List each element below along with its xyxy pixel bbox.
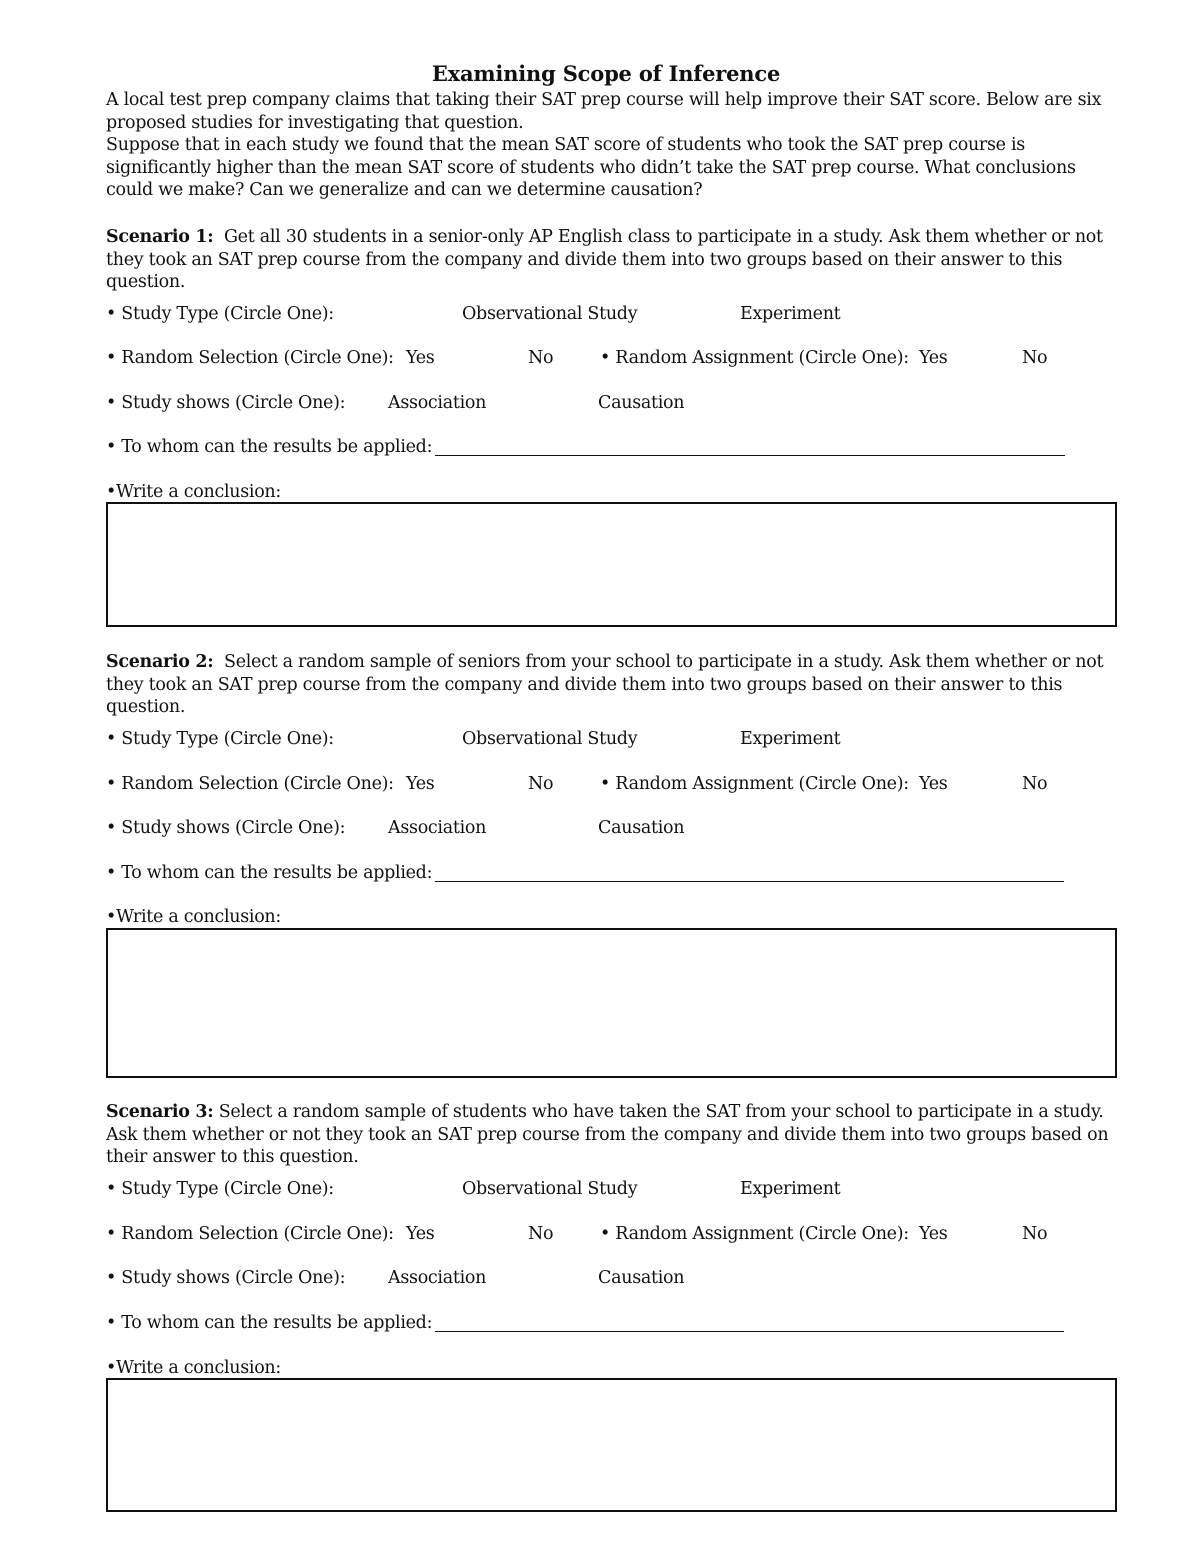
apply-to-blank[interactable] [435, 455, 1065, 456]
scenario-text: Select a random sample of seniors from your school to participate in a study. Ask them whether or not [224, 652, 1104, 672]
random-assignment-label: • Random Assignment (Circle One): [600, 774, 909, 794]
random-selection-no[interactable]: No [528, 348, 554, 368]
scenario-text: they took an SAT prep course from the company and divide them into two groups based on their answer to this [106, 249, 1063, 270]
random-assignment-no[interactable]: No [1022, 1224, 1048, 1244]
intro-line: A local test prep company claims that taking their SAT prep course will help improve their SAT score. Below are six [106, 90, 1102, 110]
apply-to-blank[interactable] [435, 1331, 1064, 1332]
scenario-text: question. [106, 272, 186, 292]
option-experiment[interactable]: Experiment [740, 1179, 841, 1199]
apply-to-label: • To whom can the results be applied: [106, 1313, 433, 1333]
option-causation[interactable]: Causation [598, 1268, 685, 1288]
study-type-label: • Study Type (Circle One): [106, 1179, 334, 1199]
random-assignment-yes[interactable]: Yes [919, 1224, 948, 1244]
conclusion-box[interactable] [106, 1378, 1117, 1512]
apply-to-label: • To whom can the results be applied: [106, 863, 433, 883]
random-selection-no[interactable]: No [528, 1224, 554, 1244]
intro-line: proposed studies for investigating that question. [106, 112, 524, 133]
random-assignment-no[interactable]: No [1022, 774, 1048, 794]
option-association[interactable]: Association [388, 1268, 487, 1288]
scenario-3-label: Scenario 3: [106, 1102, 214, 1122]
random-selection-label: • Random Selection (Circle One): [106, 774, 394, 794]
option-association[interactable]: Association [388, 818, 487, 838]
option-observational-study[interactable]: Observational Study [462, 304, 638, 324]
random-assignment-label: • Random Assignment (Circle One): [600, 1224, 909, 1244]
option-observational-study[interactable]: Observational Study [462, 729, 638, 749]
scenario-2-description [106, 651, 1116, 719]
option-observational-study[interactable]: Observational Study [462, 1179, 638, 1199]
study-shows-label: • Study shows (Circle One): [106, 1268, 346, 1288]
option-association[interactable]: Association [388, 393, 487, 413]
scenario-text: Ask them whether or not they took an SAT prep course from the company and divide them into two groups based on [106, 1124, 1109, 1145]
option-causation[interactable]: Causation [598, 393, 685, 413]
scenario-text: Get all 30 students in a senior-only AP English class to participate in a study. Ask them whether or not [224, 227, 1103, 247]
apply-to-label: • To whom can the results be applied: [106, 437, 433, 457]
random-assignment-yes[interactable]: Yes [919, 774, 948, 794]
page-title: Examining Scope of Inference [431, 61, 781, 86]
random-assignment-yes[interactable]: Yes [919, 348, 948, 368]
scenario-text: their answer to this question. [106, 1147, 359, 1167]
random-selection-no[interactable]: No [528, 774, 554, 794]
scenario-text: question. [106, 697, 186, 717]
conclusion-box[interactable] [106, 502, 1117, 627]
study-shows-label: • Study shows (Circle One): [106, 393, 346, 413]
scenario-3-description [106, 1101, 1116, 1169]
random-selection-yes[interactable]: Yes [406, 774, 435, 794]
random-selection-label: • Random Selection (Circle One): [106, 348, 394, 368]
random-assignment-label: • Random Assignment (Circle One): [600, 348, 909, 368]
study-shows-label: • Study shows (Circle One): [106, 818, 346, 838]
random-selection-yes[interactable]: Yes [406, 348, 435, 368]
random-selection-label: • Random Selection (Circle One): [106, 1224, 394, 1244]
apply-to-blank[interactable] [435, 881, 1064, 882]
option-experiment[interactable]: Experiment [740, 304, 841, 324]
option-causation[interactable]: Causation [598, 818, 685, 838]
scenario-2-label: Scenario 2: [106, 652, 214, 672]
scenario-text: they took an SAT prep course from the company and divide them into two groups based on their answer to this [106, 674, 1063, 695]
conclusion-label: •Write a conclusion: [106, 907, 281, 927]
random-selection-yes[interactable]: Yes [406, 1224, 435, 1244]
conclusion-label: •Write a conclusion: [106, 1358, 281, 1378]
intro-line: could we make? Can we generalize and can we determine causation? [106, 180, 703, 200]
conclusion-label: •Write a conclusion: [106, 482, 281, 502]
scenario-1-description [106, 226, 1116, 294]
study-type-label: • Study Type (Circle One): [106, 304, 334, 324]
study-type-label: • Study Type (Circle One): [106, 729, 334, 749]
intro-line: significantly higher than the mean SAT score of students who didn’t take the SAT prep course. What conclusions [106, 157, 1076, 178]
option-experiment[interactable]: Experiment [740, 729, 841, 749]
conclusion-box[interactable] [106, 928, 1117, 1078]
intro-line: Suppose that in each study we found that the mean SAT score of students who took the SAT prep course is [106, 135, 1025, 155]
intro-paragraph [106, 89, 1116, 202]
scenario-text: Select a random sample of students who have taken the SAT from your school to participate in a study. [218, 1102, 1104, 1122]
scenario-1-label: Scenario 1: [106, 227, 214, 247]
random-assignment-no[interactable]: No [1022, 348, 1048, 368]
